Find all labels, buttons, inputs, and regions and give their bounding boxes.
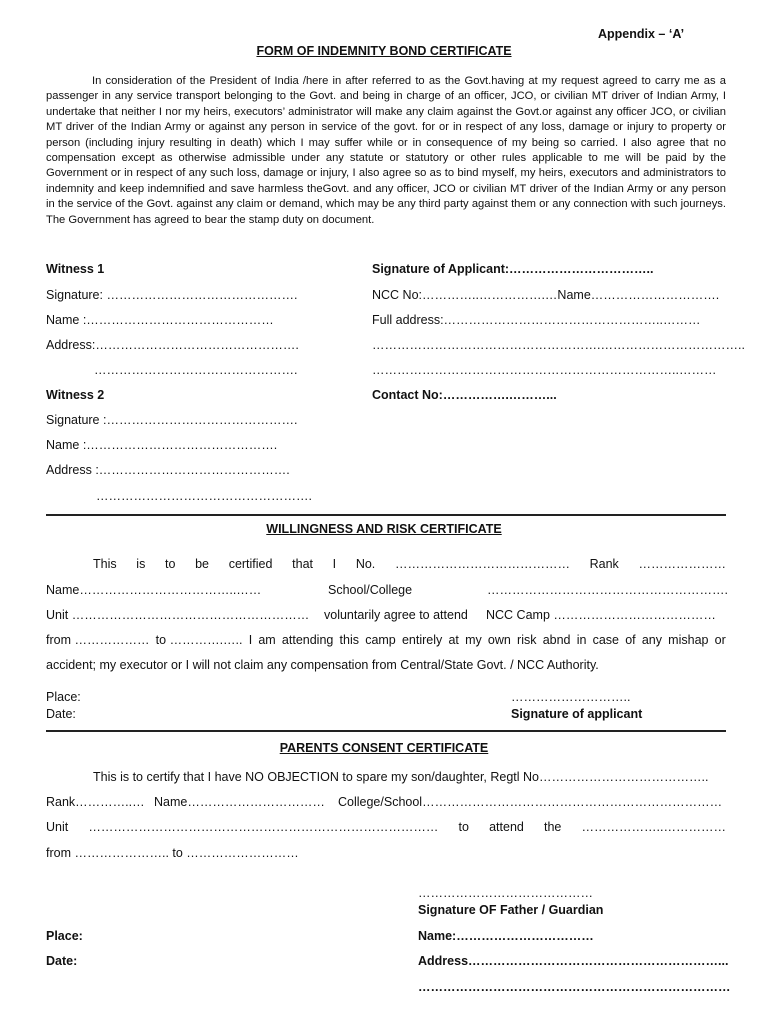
w4-word: case bbox=[592, 633, 620, 647]
willingness-line4 bbox=[46, 633, 726, 647]
applicant-ncc-no: NCC No:…………..…………….…Name…………………………. bbox=[372, 288, 720, 302]
willingness-school-label: School/College bbox=[328, 583, 413, 597]
witness2-name: Name :………………………………………. bbox=[46, 438, 278, 452]
parents-college: College/School……………………………………………………………… bbox=[338, 795, 723, 809]
w4-word: entirely bbox=[401, 633, 443, 647]
appendix-label: Appendix – ‘A’ bbox=[598, 27, 685, 41]
w1-word: I bbox=[332, 557, 337, 571]
w4-word: my bbox=[465, 633, 482, 647]
w4-word: I bbox=[248, 633, 253, 647]
parents-name: Name…………………………… bbox=[154, 795, 325, 809]
w1-rank-blank: ………………… bbox=[638, 557, 726, 571]
willingness-school-blank: …………………………………………………. bbox=[487, 583, 728, 597]
w1-word: is bbox=[136, 557, 146, 571]
willingness-camp: NCC Camp ………………………………… bbox=[486, 608, 716, 622]
p3-word: attend bbox=[489, 820, 524, 834]
w1-word: No. bbox=[355, 557, 376, 571]
w4-word: abnd bbox=[542, 633, 571, 647]
w4-word: in bbox=[576, 633, 587, 647]
parents-title: PARENTS CONSENT CERTIFICATE bbox=[279, 741, 489, 755]
section-divider bbox=[46, 514, 726, 516]
parents-rank: Rank…………..… bbox=[46, 795, 145, 809]
w4-word: camp bbox=[365, 633, 396, 647]
guardian-signature-line: …………………………………… bbox=[418, 886, 593, 900]
p3-word: to bbox=[458, 820, 469, 834]
willingness-line5: accident; my executor or I will not claim any compensation from Central/State Govt. / NCC Authority. bbox=[46, 658, 599, 672]
applicant-address-line2: ……………………………………………….…………………………….. bbox=[372, 338, 745, 352]
w4-word: or bbox=[714, 633, 726, 647]
w4-word: this bbox=[339, 633, 359, 647]
parents-date: Date: bbox=[46, 954, 78, 968]
witness2-heading: Witness 2 bbox=[46, 388, 105, 402]
willingness-unit: Unit ………………………………………………… bbox=[46, 608, 310, 622]
w1-word: be bbox=[195, 557, 210, 571]
section-divider bbox=[46, 730, 726, 732]
w1-number-blank: …………………………………… bbox=[394, 557, 570, 571]
p3-word: the bbox=[544, 820, 562, 834]
w1-word: that bbox=[292, 557, 313, 571]
w1-word: Rank bbox=[589, 557, 619, 571]
willingness-place: Place: bbox=[46, 690, 81, 704]
witness2-signature: Signature :………………………………………. bbox=[46, 413, 298, 427]
indemnity-text: In consideration of the President of India /here in after referred to as the Govt.having at my request agreed to carry me as a passenger in any service transport belonging to the Govt. and being in charge of an officer, JCO, or civilian MT driver of Indian Army, I undertake that neither I nor my heirs, executors’ administrator will make any claim against the Govt.or against any officer JCO, or civilian MT driver of the Indian Army or against any person in service of the govt. for or in respect of any loss, damage or injury to property or person (including injury resulting in death) which I may suffer while or in consequence of my being so carried. I also agree that no compensation except as otherwise admissible under any statute or statutory or other rules applicable to me will be paid by the Government or in respect of any such loss, damage or injury, I also agree so as to bind myself, my heirs, executors and administrators to indemnity and keep indemnified and save harmless theGovt. and any officer, JCO or civilian MT driver of the Indian Army or any person in the service of the Govt. against any claim or demand, which may be any third party against them or any connection with such journeys. The Government has agreed to bear the stamp duty on document. bbox=[46, 75, 726, 226]
willingness-line1 bbox=[46, 557, 726, 571]
willingness-date: Date: bbox=[46, 707, 76, 721]
applicant-contact: Contact No:…………….………... bbox=[372, 388, 557, 402]
willingness-title: WILLINGNESS AND RISK CERTIFICATE bbox=[266, 522, 502, 536]
guardian-signature-label: Signature OF Father / Guardian bbox=[418, 903, 604, 917]
witness1-heading: Witness 1 bbox=[46, 262, 105, 276]
parents-line3 bbox=[46, 820, 726, 834]
w4-word: of bbox=[625, 633, 636, 647]
parents-line4: from ………………….. to ……………………… bbox=[46, 846, 299, 860]
w4-word: attending bbox=[281, 633, 334, 647]
w1-word: certified bbox=[228, 557, 273, 571]
w4-word: mishap bbox=[668, 633, 709, 647]
w4-word: am bbox=[258, 633, 276, 647]
applicant-signature-line: ……………………….. bbox=[511, 690, 631, 704]
witness1-address: Address:…………………………………………. bbox=[46, 338, 299, 352]
parents-line1: This is to certify that I have NO OBJECTION to spare my son/daughter, Regtl No………………………………….. bbox=[93, 770, 709, 784]
witness2-address-line2: ……………………………………………. bbox=[96, 489, 312, 503]
w4-word: own bbox=[487, 633, 511, 647]
applicant-address-line3: ………………………………………………………………..……… bbox=[372, 363, 717, 377]
w1-word: to bbox=[165, 557, 176, 571]
willingness-agree: voluntarily agree to attend bbox=[324, 608, 468, 622]
w4-to: to ………….….. bbox=[155, 633, 243, 647]
w4-word: any bbox=[641, 633, 662, 647]
willingness-name: Name………………………………..…… bbox=[46, 583, 262, 597]
w4-word: at bbox=[448, 633, 459, 647]
guardian-address: Address……………………………………………………... bbox=[418, 954, 729, 968]
w1-word: This bbox=[93, 557, 117, 571]
witness1-address-line2: …………………………………………. bbox=[94, 363, 298, 377]
witness1-signature: Signature: ………………………………………. bbox=[46, 288, 298, 302]
p3-word: Unit bbox=[46, 820, 69, 834]
applicant-signature: Signature of Applicant:…………………………….. bbox=[372, 262, 654, 276]
p3-camp-blank: ………………..…………… bbox=[581, 820, 726, 834]
w4-from: from ……………… bbox=[46, 633, 150, 647]
guardian-address-line2: ………………………………………………………………… bbox=[418, 980, 731, 994]
guardian-name: Name:…………………………… bbox=[418, 929, 594, 943]
w4-word: risk bbox=[517, 633, 537, 647]
form-title: FORM OF INDEMNITY BOND CERTIFICATE bbox=[256, 44, 512, 58]
applicant-signature-label: Signature of applicant bbox=[511, 707, 643, 721]
parents-place: Place: bbox=[46, 929, 83, 943]
applicant-full-address: Full address:……………………………………………..……… bbox=[372, 313, 701, 327]
p3-unit-blank: ………………………………………………………………………… bbox=[88, 820, 439, 834]
indemnity-paragraph bbox=[46, 74, 726, 228]
witness2-address: Address :………………………………………. bbox=[46, 463, 290, 477]
witness1-name: Name :……………………………………… bbox=[46, 313, 274, 327]
